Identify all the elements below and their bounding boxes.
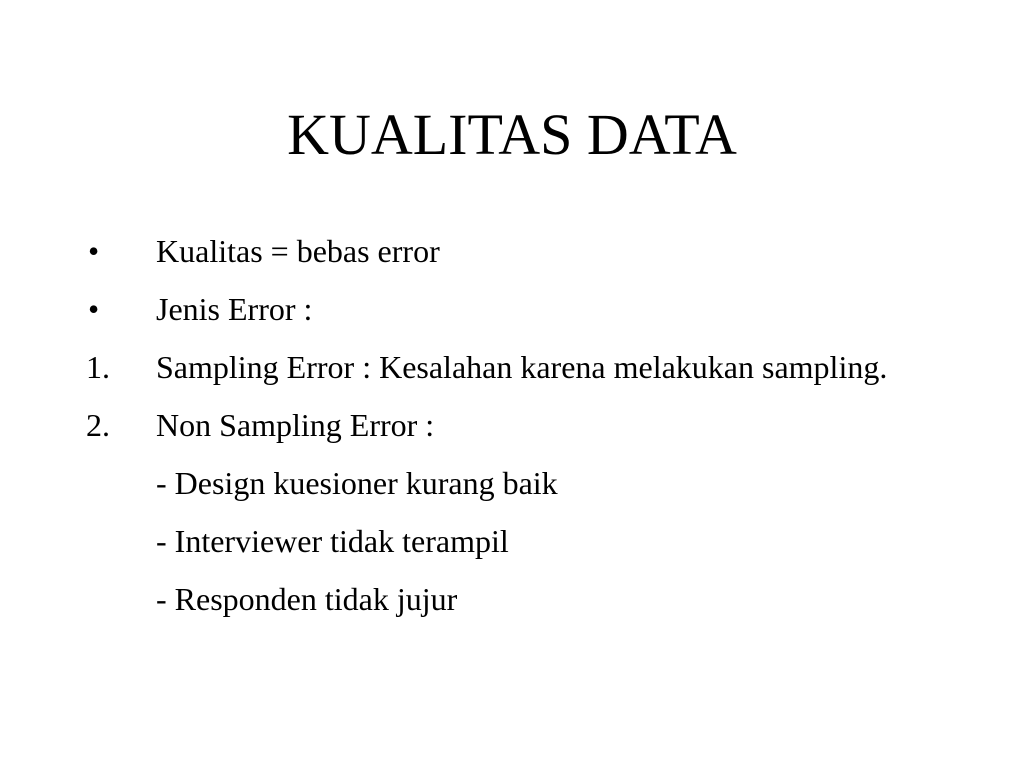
slide-body-list bbox=[86, 229, 946, 621]
bullet-marker: • bbox=[88, 291, 100, 327]
list-item-text: Sampling Error : Kesalahan karena melakukan sampling. bbox=[156, 349, 888, 385]
list-item bbox=[86, 287, 946, 331]
list-item-text: Jenis Error : bbox=[156, 291, 313, 327]
sub-list-item-text: - Interviewer tidak terampil bbox=[156, 523, 509, 559]
sub-list-item bbox=[86, 577, 946, 621]
list-item bbox=[86, 345, 946, 389]
sub-list-item-text: - Responden tidak jujur bbox=[156, 581, 458, 617]
slide-title: KUALITAS DATA bbox=[287, 102, 737, 167]
sub-list-item bbox=[86, 519, 946, 563]
list-item bbox=[86, 229, 946, 273]
number-marker: 2. bbox=[86, 407, 110, 443]
bullet-marker: • bbox=[88, 233, 100, 269]
number-marker: 1. bbox=[86, 349, 110, 385]
list-item-text: Kualitas = bebas error bbox=[156, 233, 440, 269]
sub-list-item bbox=[86, 461, 946, 505]
sub-list-item-text: - Design kuesioner kurang baik bbox=[156, 465, 558, 501]
list-item-text: Non Sampling Error : bbox=[156, 407, 435, 443]
list-item bbox=[86, 403, 946, 447]
